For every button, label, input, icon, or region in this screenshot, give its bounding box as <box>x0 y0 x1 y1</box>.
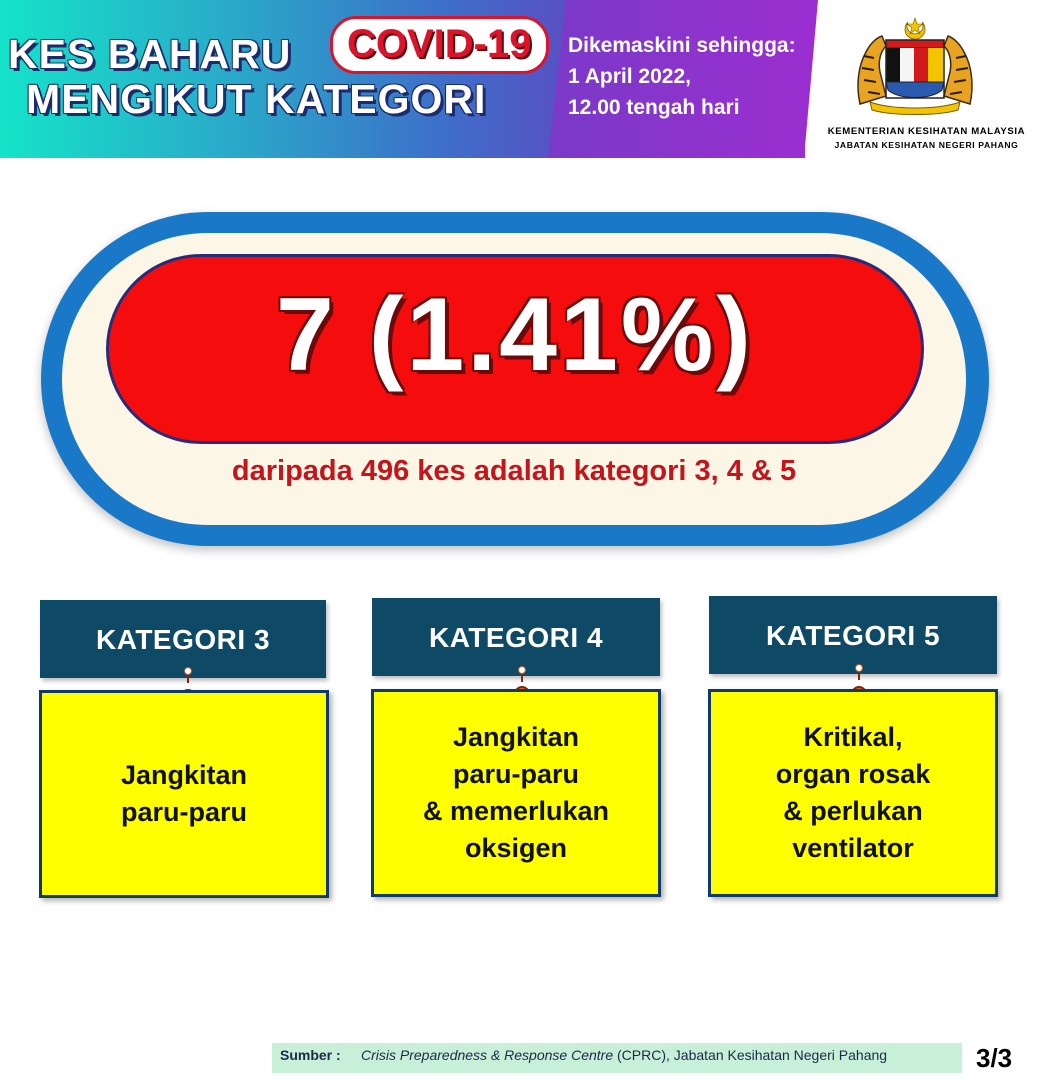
title-line-1: KES BAHARU <box>8 31 292 77</box>
category-4-description: Jangkitan paru-paru & memerlukan oksigen <box>422 722 610 863</box>
update-info <box>568 30 796 123</box>
source-label: Sumber : <box>280 1047 341 1063</box>
ministry-name: KEMENTERIAN KESIHATAN MALAYSIA <box>827 126 1026 137</box>
update-time: 12.00 tengah hari <box>568 96 740 119</box>
summary-value: 7 (1.41%) <box>276 277 754 393</box>
category-3-header: KATEGORI 3 <box>40 600 326 678</box>
category-4-box <box>371 689 661 897</box>
page-number: 3/3 <box>976 1043 1013 1073</box>
pin-head <box>184 667 192 675</box>
department-name: JABATAN KESIHATAN NEGERI PAHANG <box>834 140 1019 150</box>
category-5-header: KATEGORI 5 <box>709 596 997 674</box>
category-3-box <box>39 690 329 898</box>
source-organization: Crisis Preparedness & Response Centre <box>361 1047 614 1063</box>
covid-badge: COVID-19 <box>330 16 549 74</box>
update-date: 1 April 2022, <box>568 65 691 88</box>
category-5-box <box>708 689 998 897</box>
malaysia-coat-of-arms-icon <box>852 16 978 116</box>
category-5-description: Kritikal, organ rosak & perlukan ventilator <box>775 722 931 863</box>
source-text <box>361 1047 887 1063</box>
pin-head <box>518 666 526 674</box>
source-department: (CPRC), Jabatan Kesihatan Negeri Pahang <box>613 1047 888 1063</box>
summary-description: daripada 496 kes adalah kategori 3, 4 & 5 <box>231 455 797 487</box>
update-label: Dikemaskini sehingga: <box>568 34 796 57</box>
category-3-description: Jangkitan paru-paru <box>120 760 248 827</box>
pin-head <box>855 664 863 672</box>
category-4-header: KATEGORI 4 <box>372 598 660 676</box>
title-line-2: MENGIKUT KATEGORI <box>26 76 487 122</box>
